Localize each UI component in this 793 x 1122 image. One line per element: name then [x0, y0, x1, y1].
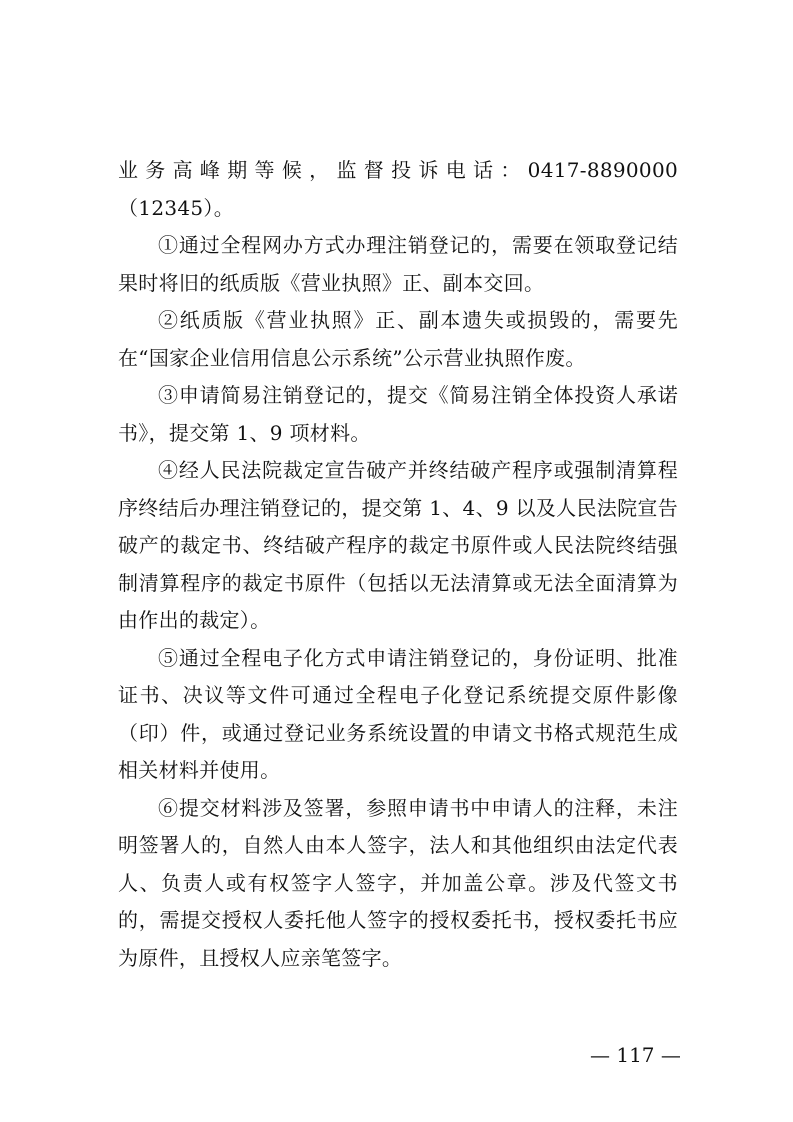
note-3-paragraph: ③申请简易注销登记的，提交《简易注销全体投资人承诺书》，提交第 1、9 项材料。 [118, 383, 678, 445]
page-number: — 117 — [590, 1043, 681, 1067]
note-1-paragraph: ①通过全程网办方式办理注销登记的，需要在领取登记结果时将旧的纸质版《营业执照》正、副本交回。 [118, 233, 678, 295]
note-4-paragraph: ④经人民法院裁定宣告破产并终结破产程序或强制清算程序终结后办理注销登记的，提交第 1、4、9 以及人民法院宣告破产的裁定书、终结破产程序的裁定书原件或人民法院终结强制清算程序的裁定书原件（包括以无法清算或无法全面清算为由作出的裁定）。 [118, 458, 678, 632]
note-6-paragraph: ⑥提交材料涉及签署，参照申请书中申请人的注释，未注明签署人的，自然人由本人签字，法人和其他组织由法定代表人、负责人或有权签字人签字，并加盖公章。涉及代签文书的，需提交授权人委托他人签字的授权委托书，授权委托书应为原件，且授权人应亲笔签字。 [118, 795, 678, 970]
note-2-paragraph: ②纸质版《营业执照》正、副本遗失或损毁的，需要先在“国家企业信用信息公示系统”公示营业执照作废。 [118, 308, 678, 370]
paragraph-continuation: 业务高峰期等候，监督投诉电话：0417-8890000（12345）。 [118, 158, 678, 220]
page-body [118, 152, 678, 977]
note-5-paragraph: ⑤通过全程电子化方式申请注销登记的，身份证明、批准证书、决议等文件可通过全程电子化登记系统提交原件影像（印）件，或通过登记业务系统设置的申请文书格式规范生成相关材料并使用。 [118, 645, 678, 782]
